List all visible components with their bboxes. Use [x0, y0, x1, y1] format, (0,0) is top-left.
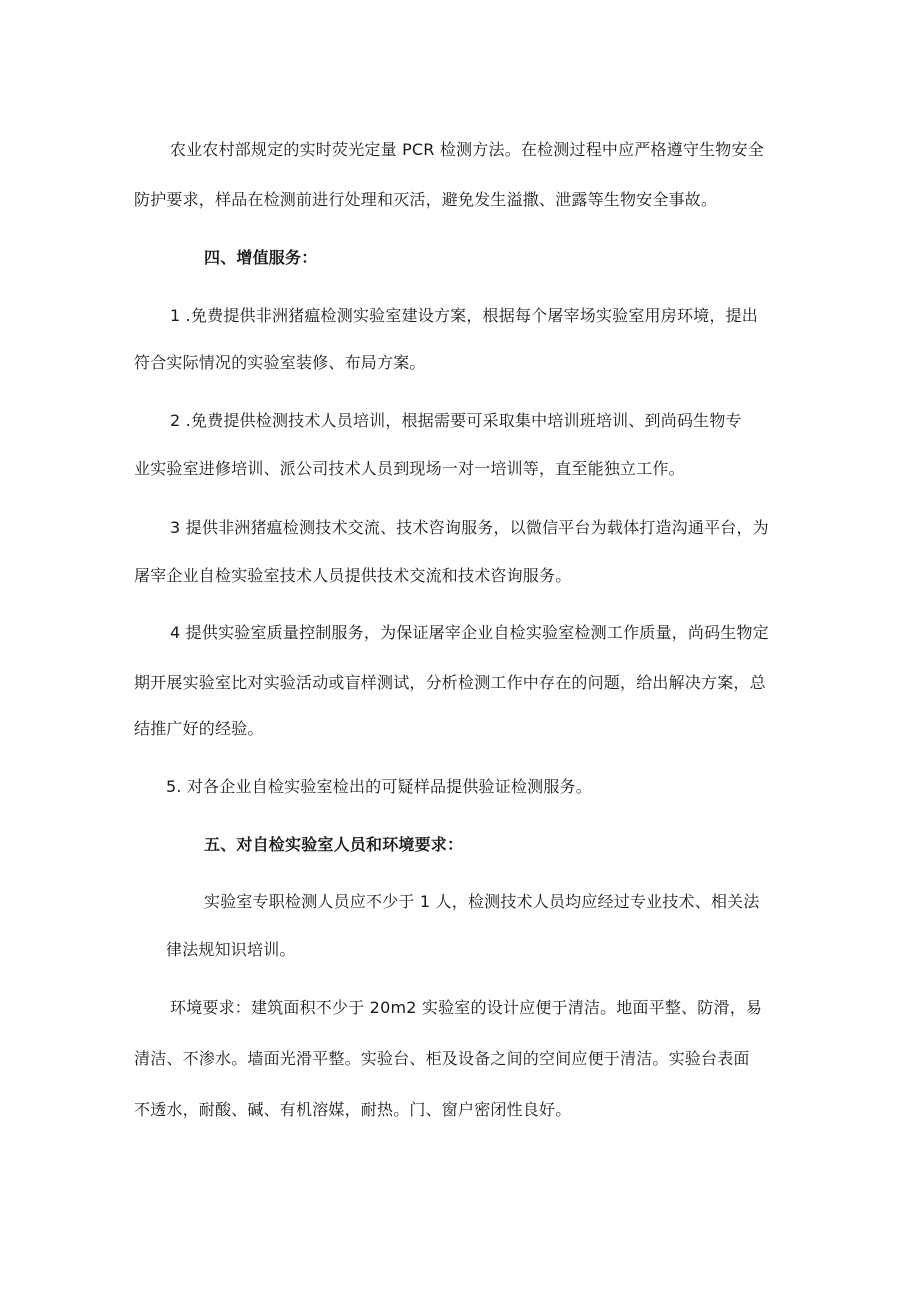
paragraph-line: 防护要求，样品在检测前进行处理和灭活，避免发生溢撒、泄露等生物安全事故。: [134, 190, 718, 209]
list-item-3-line: 屠宰企业自检实验室技术人员提供技术交流和技术咨询服务。: [134, 566, 572, 585]
list-item-5-line: 5. 对各企业自检实验室检出的可疑样品提供验证检测服务。: [166, 777, 592, 796]
personnel-paragraph-line: 实验室专职检测人员应不少于 1 人，检测技术人员均应经过专业技术、相关法: [204, 892, 760, 911]
list-item-3-line: 3 提供非洲猪瘟检测技术交流、技术咨询服务，以微信平台为载体打造沟通平台，为: [170, 518, 769, 537]
list-item-2-line: 业实验室进修培训、派公司技术人员到现场一对一培训等，直至能独立工作。: [134, 459, 685, 478]
list-item-4-line: 结推广好的经验。: [134, 719, 264, 738]
environment-paragraph-line: 环境要求：建筑面积不少于 20m2 实验室的设计应便于清洁。地面平整、防滑，易: [170, 998, 763, 1017]
list-item-4-line: 期开展实验室比对实验活动或盲样测试，分析检测工作中存在的问题，给出解决方案，总: [134, 673, 766, 692]
list-item-1-line: 符合实际情况的实验室装修、布局方案。: [134, 353, 426, 372]
section-heading-value-added-services: 四、增值服务：: [204, 248, 318, 267]
section-heading-lab-requirements: 五、对自检实验室人员和环境要求：: [204, 835, 464, 854]
list-item-1-line: 1 .免费提供非洲猪瘟检测实验室建设方案，根据每个屠宰场实验室用房环境，提出: [170, 306, 758, 325]
environment-paragraph-line: 清洁、不渗水。墙面光滑平整。实验台、柜及设备之间的空间应便于清洁。实验台表面: [134, 1049, 750, 1068]
paragraph-line: 农业农村部规定的实时荧光定量 PCR 检测方法。在检测过程中应严格遵守生物安全: [170, 140, 764, 159]
list-item-2-line: 2 .免费提供检测技术人员培训，根据需要可采取集中培训班培训、到尚码生物专: [170, 411, 742, 430]
environment-paragraph-line: 不透水，耐酸、碱、有机溶媒，耐热。门、窗户密闭性良好。: [134, 1100, 572, 1119]
list-item-4-line: 4 提供实验室质量控制服务，为保证屠宰企业自检实验室检测工作质量，尚码生物定: [170, 623, 769, 642]
personnel-paragraph-line: 律法规知识培训。: [166, 940, 296, 959]
